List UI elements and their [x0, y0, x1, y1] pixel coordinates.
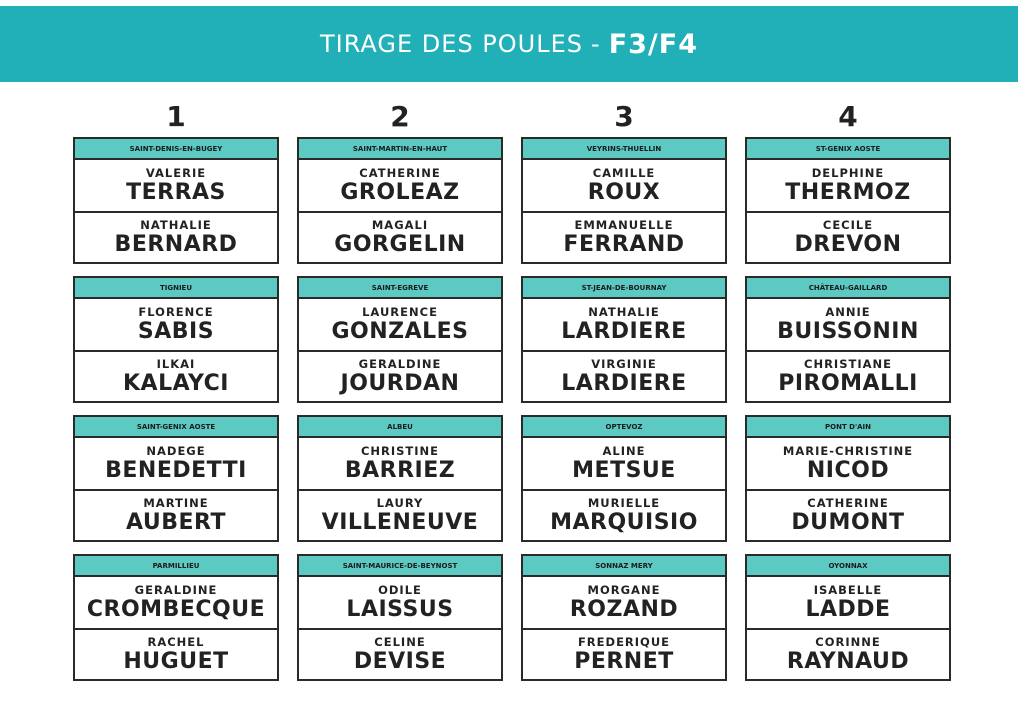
player-entry — [75, 489, 277, 540]
player-first-name: CATHERINE — [359, 165, 441, 180]
player-last-name: BARRIEZ — [344, 457, 456, 483]
team-card — [745, 415, 951, 542]
team-card — [745, 276, 951, 403]
club-name: ALBEU — [299, 417, 501, 438]
player-first-name: CELINE — [374, 634, 426, 649]
player-last-name: JOURDAN — [340, 370, 460, 396]
team-card — [521, 554, 727, 681]
club-name: SAINT-EGREVE — [299, 278, 501, 299]
player-entry — [523, 489, 725, 540]
page-header — [0, 6, 1018, 82]
player-first-name: NADEGE — [146, 443, 206, 458]
player-last-name: SABIS — [137, 318, 215, 344]
team-card — [73, 415, 279, 542]
player-last-name: VILLENEUVE — [321, 509, 479, 535]
player-first-name: MARIE-CHRISTINE — [782, 443, 914, 458]
player-first-name: LAURY — [376, 495, 424, 510]
pool-number-4: 4 — [838, 100, 858, 133]
player-entry — [299, 577, 501, 628]
player-last-name: LADDE — [805, 596, 891, 622]
player-first-name: CECILE — [822, 217, 874, 232]
player-last-name: LAISSUS — [346, 596, 454, 622]
club-name: VEYRINS-THUELLIN — [523, 139, 725, 160]
player-entry — [747, 211, 949, 262]
player-first-name: ODILE — [378, 582, 422, 597]
player-first-name: MORGANE — [587, 582, 661, 597]
player-entry — [75, 628, 277, 679]
player-last-name: GORGELIN — [334, 231, 466, 257]
team-card — [297, 415, 503, 542]
player-first-name: MARTINE — [143, 495, 209, 510]
player-last-name: MARQUISIO — [550, 509, 698, 535]
player-last-name: PERNET — [574, 648, 674, 674]
player-first-name: FREDERIQUE — [577, 634, 671, 649]
player-first-name: CAMILLE — [592, 165, 656, 180]
player-last-name: HUGUET — [123, 648, 229, 674]
player-last-name: DEVISE — [353, 648, 447, 674]
team-card — [73, 554, 279, 681]
header-category: F3/F4 — [608, 28, 699, 60]
player-last-name: ROUX — [587, 179, 661, 205]
club-name: SAINT-MARTIN-EN-HAUT — [299, 139, 501, 160]
club-name: OPTEVOZ — [523, 417, 725, 438]
club-name: SAINT-MAURICE-DE-BEYNOST — [299, 556, 501, 577]
player-last-name: LARDIERE — [561, 370, 687, 396]
club-name: SAINT-GENIX AOSTE — [75, 417, 277, 438]
player-first-name: LAURENCE — [362, 304, 438, 319]
player-entry — [299, 299, 501, 350]
team-card — [745, 554, 951, 681]
player-first-name: GERALDINE — [358, 356, 442, 371]
player-last-name: KALAYCI — [123, 370, 229, 396]
player-entry — [299, 628, 501, 679]
player-entry — [299, 438, 501, 489]
player-entry — [523, 577, 725, 628]
header-separator: - — [591, 30, 601, 58]
player-last-name: DREVON — [794, 231, 902, 257]
player-last-name: GONZALES — [331, 318, 469, 344]
player-last-name: METSUE — [572, 457, 676, 483]
player-first-name: GERALDINE — [134, 582, 218, 597]
player-entry — [299, 350, 501, 401]
pool-number-2: 2 — [390, 100, 410, 133]
player-last-name: CROMBECQUE — [86, 596, 266, 622]
player-first-name: MAGALI — [371, 217, 429, 232]
player-entry — [75, 350, 277, 401]
club-name: ST-JEAN-DE-BOURNAY — [523, 278, 725, 299]
player-entry — [299, 489, 501, 540]
player-first-name: CHRISTINE — [360, 443, 440, 458]
player-entry — [747, 299, 949, 350]
player-first-name: NATHALIE — [588, 304, 660, 319]
player-entry — [747, 160, 949, 211]
player-first-name: EMMANUELLE — [574, 217, 674, 232]
player-first-name: MURIELLE — [587, 495, 661, 510]
player-first-name: DELPHINE — [811, 165, 885, 180]
player-first-name: VIRGINIE — [591, 356, 657, 371]
team-card — [73, 276, 279, 403]
player-entry — [523, 438, 725, 489]
player-last-name: AUBERT — [126, 509, 226, 535]
player-entry — [523, 299, 725, 350]
team-card — [297, 137, 503, 264]
player-entry — [747, 438, 949, 489]
player-entry — [747, 350, 949, 401]
club-name: PONT D'AIN — [747, 417, 949, 438]
player-first-name: CHRISTIANE — [804, 356, 892, 371]
player-entry — [523, 211, 725, 262]
player-last-name: ROZAND — [569, 596, 679, 622]
player-entry — [299, 160, 501, 211]
player-entry — [299, 211, 501, 262]
club-name: ST-GENIX AOSTE — [747, 139, 949, 160]
player-last-name: BUISSONIN — [777, 318, 919, 344]
club-name: OYONNAX — [747, 556, 949, 577]
player-entry — [523, 350, 725, 401]
player-entry — [747, 489, 949, 540]
team-card — [521, 415, 727, 542]
player-last-name: LARDIERE — [561, 318, 687, 344]
player-entry — [75, 211, 277, 262]
player-first-name: ILKAI — [156, 356, 196, 371]
player-first-name: FLORENCE — [138, 304, 214, 319]
player-last-name: RAYNAUD — [786, 648, 910, 674]
player-last-name: DUMONT — [791, 509, 905, 535]
player-entry — [75, 577, 277, 628]
player-first-name: CATHERINE — [807, 495, 889, 510]
player-last-name: BENEDETTI — [105, 457, 247, 483]
player-entry — [75, 299, 277, 350]
team-card — [745, 137, 951, 264]
player-entry — [523, 160, 725, 211]
player-first-name: RACHEL — [147, 634, 205, 649]
player-last-name: TERRAS — [126, 179, 226, 205]
player-first-name: ANNIE — [825, 304, 871, 319]
player-last-name: PIROMALLI — [778, 370, 918, 396]
club-name: SAINT-DENIS-EN-BUGEY — [75, 139, 277, 160]
club-name: CHÂTEAU-GAILLARD — [747, 278, 949, 299]
player-entry — [75, 438, 277, 489]
pool-number-1: 1 — [166, 100, 186, 133]
team-card — [73, 137, 279, 264]
club-name: SONNAZ MERY — [523, 556, 725, 577]
header-title: TIRAGE DES POULES — [319, 30, 584, 58]
player-first-name: CORINNE — [815, 634, 881, 649]
player-first-name: ALINE — [602, 443, 646, 458]
player-entry — [75, 160, 277, 211]
player-last-name: NICOD — [806, 457, 890, 483]
player-last-name: BERNARD — [114, 231, 238, 257]
club-name: TIGNIEU — [75, 278, 277, 299]
team-card — [521, 137, 727, 264]
player-first-name: ISABELLE — [813, 582, 883, 597]
team-card — [521, 276, 727, 403]
player-entry — [747, 628, 949, 679]
team-card — [297, 554, 503, 681]
player-last-name: THERMOZ — [785, 179, 911, 205]
team-card — [297, 276, 503, 403]
player-first-name: NATHALIE — [140, 217, 212, 232]
player-last-name: GROLEAZ — [340, 179, 460, 205]
player-entry — [523, 628, 725, 679]
player-last-name: FERRAND — [563, 231, 685, 257]
player-first-name: VALERIE — [145, 165, 207, 180]
pool-number-3: 3 — [614, 100, 634, 133]
club-name: PARMILLIEU — [75, 556, 277, 577]
player-entry — [747, 577, 949, 628]
